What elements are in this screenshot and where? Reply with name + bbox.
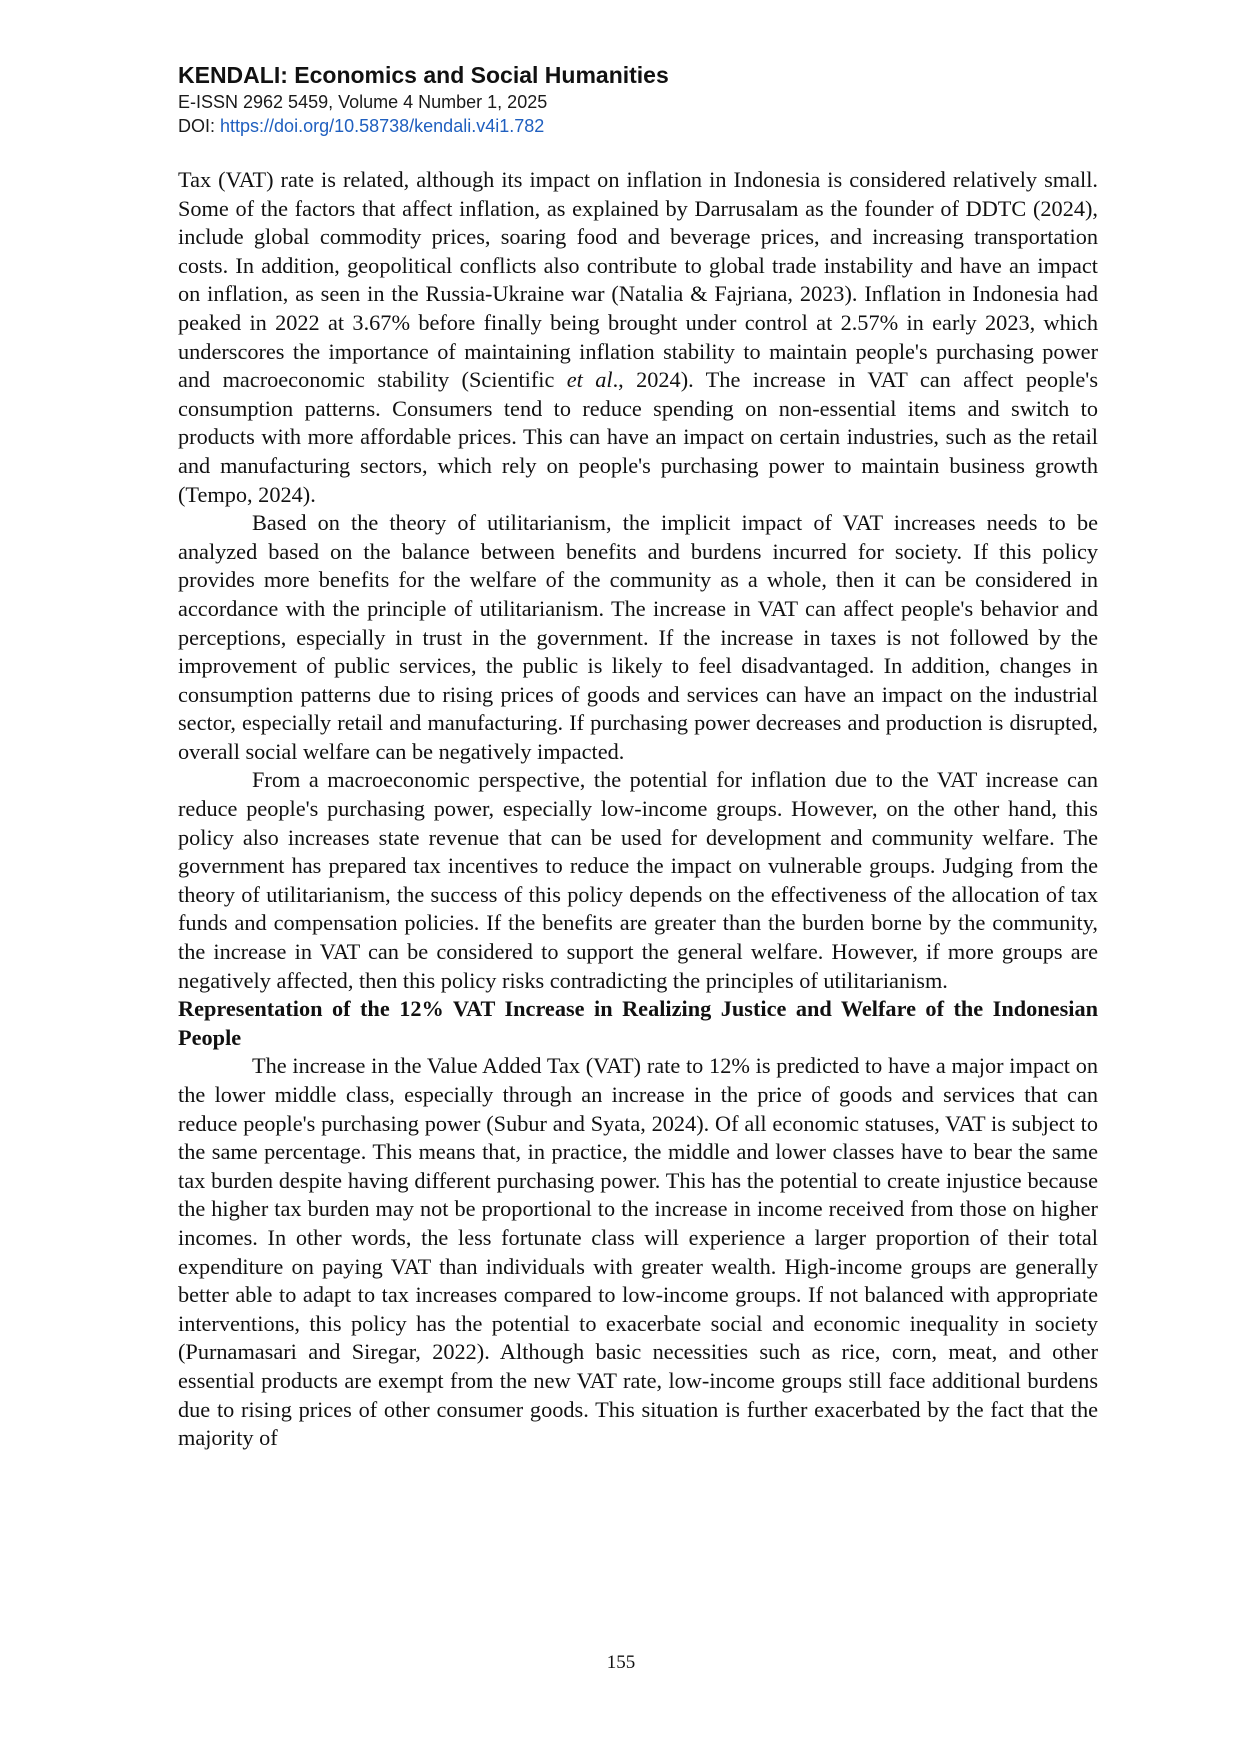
doi-line <box>178 114 1078 138</box>
paragraph-text: Tax (VAT) rate is related, although its impact on inflation in Indonesia is considered relatively small. Some of the factors that affect inflation, as explained by Darrusalam as the founder of DDTC (2024), include global commodity prices, soaring food and beverage prices, and increasing transportation costs. In addition, geopolitical conflicts also contribute to global trade instability and have an impact on inflation, as seen in the Russia-Ukraine war (Natalia & Fajriana, 2023). Inflation in Indonesia had peaked in 2022 at 3.67% before finally being brought under control at 2.57% in early 2023, which underscores the importance of maintaining inflation stability to maintain people's purchasing power and macroeconomic stability (Scientific <box>178 167 1098 393</box>
journal-title: KENDALI: Economics and Social Humanities <box>178 62 669 88</box>
doi-link[interactable]: https://doi.org/10.58738/kendali.v4i1.782 <box>220 116 545 136</box>
journal-header <box>178 60 1078 138</box>
doi-label: DOI: <box>178 116 221 136</box>
body-paragraph-2: Based on the theory of utilitarianism, the implicit impact of VAT increases needs to be analyzed based on the balance between benefits and burdens incurred for society. If this policy provides more benefits for the welfare of the community as a whole, then it can be considered in accordance with the principle of utilitarianism. The increase in VAT can affect people's behavior and perceptions, especially in trust in the government. If the increase in taxes is not followed by the improvement of public services, the public is likely to feel disadvantaged. In addition, changes in consumption patterns due to rising prices of goods and services can have an impact on the industrial sector, especially retail and manufacturing. If purchasing power decreases and production is disrupted, overall social welfare can be negatively impacted. <box>178 510 1098 764</box>
body-paragraph-1 <box>178 166 1098 509</box>
page-number: 155 <box>606 1652 636 1673</box>
italic-et-al: et al <box>566 367 613 393</box>
paragraph-text: ., 2024). The increase in VAT can affect people's consumption patterns. Consumers tend to reduce spending on non-essential items and switch to products with more affordable prices. This can have an impact on certain industries, such as the retail and manufacturing sectors, which rely on people's purchasing power to maintain business growth (Tempo, 2024). <box>178 367 1099 507</box>
section-paragraph: The increase in the Value Added Tax (VAT) rate to 12% is predicted to have a major impact on the lower middle class, especially through an increase in the price of goods and services that can reduce people's purchasing power (Subur and Syata, 2024). Of all economic statuses, VAT is subject to the same percentage. This means that, in practice, the middle and lower classes have to bear the same tax burden despite having different purchasing power. This has the potential to create injustice because the higher tax burden may not be proportional to the increase in income received from those on higher incomes. In other words, the less fortunate class will experience a larger proportion of their total expenditure on paying VAT than individuals with greater wealth. High-income groups are generally better able to adapt to tax increases compared to low-income groups. If not balanced with appropriate interventions, this policy has the potential to exacerbate social and economic inequality in society (Purnamasari and Siregar, 2022). Although basic necessities such as rice, corn, meat, and other essential products are exempt from the new VAT rate, low-income groups still face additional burdens due to rising prices of other consumer goods. This situation is further exacerbated by the fact that the majority of <box>178 1053 1098 1451</box>
section-heading: Representation of the 12% VAT Increase in Realizing Justice and Welfare of the Indonesian People <box>178 996 1098 1050</box>
article-body <box>178 166 1098 1453</box>
body-paragraph-3: From a macroeconomic perspective, the potential for inflation due to the VAT increase can reduce people's purchasing power, especially low-income groups. However, on the other hand, this policy also increases state revenue that can be used for development and community welfare. The government has prepared tax incentives to reduce the impact on vulnerable groups. Judging from the theory of utilitarianism, the success of this policy depends on the effectiveness of the allocation of tax funds and compensation policies. If the benefits are greater than the burden borne by the community, the increase in VAT can be considered to support the general welfare. However, if more groups are negatively affected, then this policy risks contradicting the principles of utilitarianism. <box>178 767 1098 993</box>
issn-line: E-ISSN 2962 5459, Volume 4 Number 1, 2025 <box>178 92 548 112</box>
